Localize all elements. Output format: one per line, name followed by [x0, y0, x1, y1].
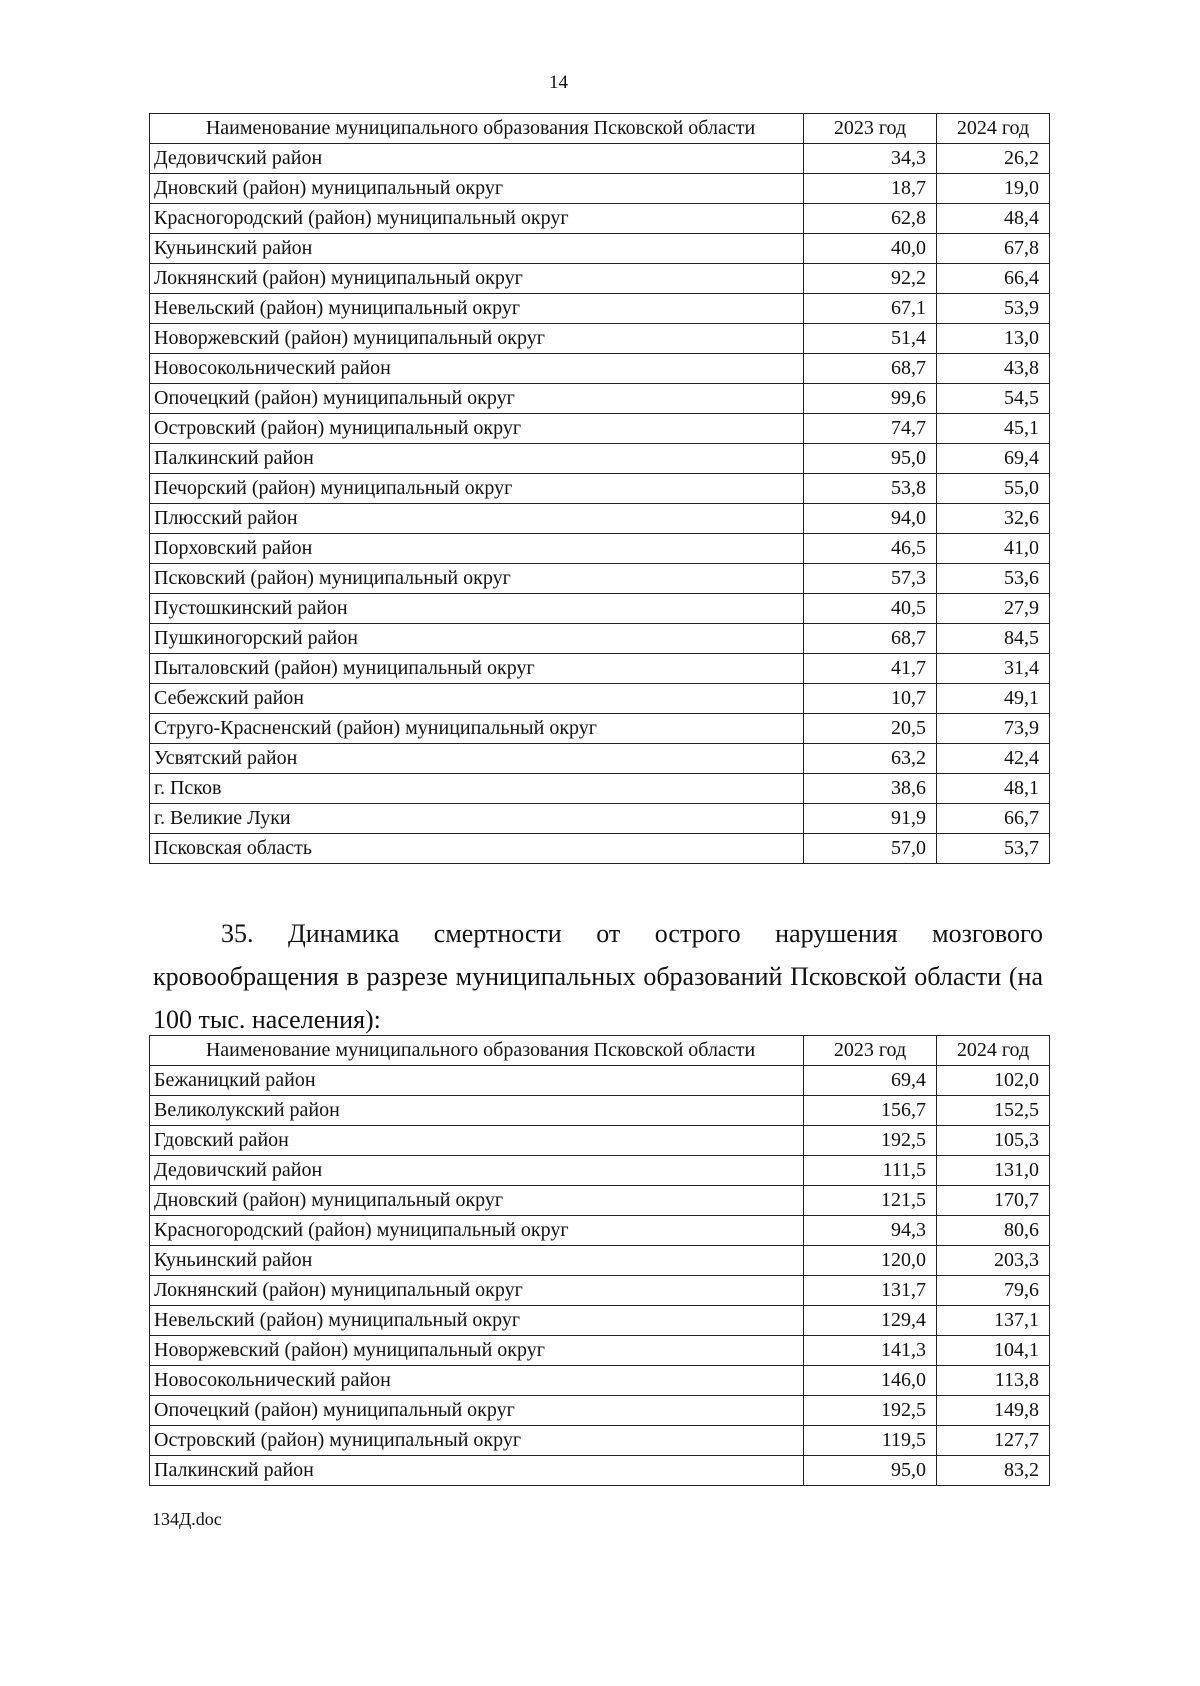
- value-2023-cell: 129,4: [804, 1306, 937, 1336]
- value-2024-cell: 131,0: [937, 1156, 1050, 1186]
- municipality-cell: Островский (район) муниципальный округ: [150, 414, 804, 444]
- value-2023-cell: 46,5: [804, 534, 937, 564]
- table-row: [150, 144, 1050, 174]
- value-2024-cell: 41,0: [937, 534, 1050, 564]
- value-2023-cell: 34,3: [804, 144, 937, 174]
- municipality-cell: Дедовичский район: [150, 1156, 804, 1186]
- table-row: [150, 684, 1050, 714]
- municipality-cell: Бежаницкий район: [150, 1066, 804, 1096]
- table-row: [150, 624, 1050, 654]
- value-2024-cell: 53,7: [937, 834, 1050, 864]
- value-2023-cell: 68,7: [804, 624, 937, 654]
- value-2023-cell: 38,6: [804, 774, 937, 804]
- value-2024-cell: 42,4: [937, 744, 1050, 774]
- value-2023-cell: 120,0: [804, 1246, 937, 1276]
- municipality-cell: Псковская область: [150, 834, 804, 864]
- table-row: [150, 1096, 1050, 1126]
- table-row: [150, 804, 1050, 834]
- table-row: [150, 1126, 1050, 1156]
- value-2023-cell: 111,5: [804, 1156, 937, 1186]
- value-2024-cell: 13,0: [937, 324, 1050, 354]
- table-row: [150, 1186, 1050, 1216]
- table-row: [150, 204, 1050, 234]
- value-2024-cell: 53,9: [937, 294, 1050, 324]
- value-2023-cell: 10,7: [804, 684, 937, 714]
- municipality-cell: Дновский (район) муниципальный округ: [150, 174, 804, 204]
- value-2023-cell: 20,5: [804, 714, 937, 744]
- table-row: [150, 444, 1050, 474]
- value-2024-cell: 105,3: [937, 1126, 1050, 1156]
- value-2023-cell: 146,0: [804, 1366, 937, 1396]
- value-2024-cell: 80,6: [937, 1216, 1050, 1246]
- section-heading: 35. Динамика смертности от острого нарушения мозгового кровообращения в разрезе муниципальных образований Псковской области (на 100 тыс. населения):: [153, 919, 1043, 1034]
- municipality-cell: Палкинский район: [150, 444, 804, 474]
- table-row: [150, 1396, 1050, 1426]
- value-2024-cell: 27,9: [937, 594, 1050, 624]
- column-header-2024: 2024 год: [937, 1036, 1050, 1066]
- municipality-cell: Новосокольнический район: [150, 1366, 804, 1396]
- value-2024-cell: 43,8: [937, 354, 1050, 384]
- value-2023-cell: 141,3: [804, 1336, 937, 1366]
- value-2023-cell: 92,2: [804, 264, 937, 294]
- table-row: [150, 384, 1050, 414]
- value-2024-cell: 104,1: [937, 1336, 1050, 1366]
- municipality-cell: Куньинский район: [150, 234, 804, 264]
- municipality-cell: Дедовичский район: [150, 144, 804, 174]
- municipality-cell: Пустошкинский район: [150, 594, 804, 624]
- value-2024-cell: 32,6: [937, 504, 1050, 534]
- value-2024-cell: 48,4: [937, 204, 1050, 234]
- table-row: [150, 594, 1050, 624]
- municipality-cell: Новоржевский (район) муниципальный округ: [150, 324, 804, 354]
- municipality-cell: Новосокольнический район: [150, 354, 804, 384]
- table-row: [150, 1216, 1050, 1246]
- value-2023-cell: 192,5: [804, 1126, 937, 1156]
- column-header-2023: 2023 год: [804, 1036, 937, 1066]
- column-header-municipality: Наименование муниципального образования Псковской области: [150, 114, 804, 144]
- value-2024-cell: 127,7: [937, 1426, 1050, 1456]
- table-row: [150, 294, 1050, 324]
- value-2023-cell: 94,0: [804, 504, 937, 534]
- value-2024-cell: 203,3: [937, 1246, 1050, 1276]
- table-row: [150, 1306, 1050, 1336]
- value-2023-cell: 40,5: [804, 594, 937, 624]
- value-2023-cell: 18,7: [804, 174, 937, 204]
- value-2024-cell: 66,4: [937, 264, 1050, 294]
- value-2024-cell: 69,4: [937, 444, 1050, 474]
- municipality-cell: Невельский (район) муниципальный округ: [150, 294, 804, 324]
- municipality-cell: Порховский район: [150, 534, 804, 564]
- value-2023-cell: 51,4: [804, 324, 937, 354]
- municipality-cell: Островский (район) муниципальный округ: [150, 1426, 804, 1456]
- value-2024-cell: 102,0: [937, 1066, 1050, 1096]
- table-row: [150, 1066, 1050, 1096]
- table-row: [150, 174, 1050, 204]
- value-2024-cell: 67,8: [937, 234, 1050, 264]
- value-2024-cell: 73,9: [937, 714, 1050, 744]
- value-2024-cell: 48,1: [937, 774, 1050, 804]
- table-row: [150, 414, 1050, 444]
- table-row: [150, 1426, 1050, 1456]
- table-row: [150, 744, 1050, 774]
- value-2024-cell: 55,0: [937, 474, 1050, 504]
- value-2023-cell: 119,5: [804, 1426, 937, 1456]
- table-row: [150, 354, 1050, 384]
- municipality-cell: Струго-Красненский (район) муниципальный округ: [150, 714, 804, 744]
- table-row: [150, 534, 1050, 564]
- value-2023-cell: 121,5: [804, 1186, 937, 1216]
- table-row: [150, 264, 1050, 294]
- value-2023-cell: 62,8: [804, 204, 937, 234]
- value-2023-cell: 57,0: [804, 834, 937, 864]
- value-2023-cell: 95,0: [804, 444, 937, 474]
- value-2023-cell: 95,0: [804, 1456, 937, 1486]
- municipality-cell: Локнянский (район) муниципальный округ: [150, 264, 804, 294]
- table-row: [150, 654, 1050, 684]
- value-2024-cell: 137,1: [937, 1306, 1050, 1336]
- value-2024-cell: 54,5: [937, 384, 1050, 414]
- value-2023-cell: 131,7: [804, 1276, 937, 1306]
- municipality-cell: Псковский (район) муниципальный округ: [150, 564, 804, 594]
- municipality-cell: Невельский (район) муниципальный округ: [150, 1306, 804, 1336]
- table-row: [150, 1336, 1050, 1366]
- municipality-cell: Великолукский район: [150, 1096, 804, 1126]
- municipality-cell: Дновский (район) муниципальный округ: [150, 1186, 804, 1216]
- value-2024-cell: 113,8: [937, 1366, 1050, 1396]
- value-2023-cell: 69,4: [804, 1066, 937, 1096]
- table-row: [150, 234, 1050, 264]
- value-2023-cell: 40,0: [804, 234, 937, 264]
- table-row: [150, 324, 1050, 354]
- municipality-cell: Пыталовский (район) муниципальный округ: [150, 654, 804, 684]
- column-header-2024: 2024 год: [937, 114, 1050, 144]
- value-2023-cell: 99,6: [804, 384, 937, 414]
- page-number: 14: [549, 72, 568, 93]
- municipality-cell: Печорский (район) муниципальный округ: [150, 474, 804, 504]
- municipality-cell: Плюсский район: [150, 504, 804, 534]
- value-2024-cell: 83,2: [937, 1456, 1050, 1486]
- value-2023-cell: 63,2: [804, 744, 937, 774]
- value-2023-cell: 57,3: [804, 564, 937, 594]
- value-2023-cell: 67,1: [804, 294, 937, 324]
- value-2023-cell: 68,7: [804, 354, 937, 384]
- municipality-cell: Палкинский район: [150, 1456, 804, 1486]
- table-row: [150, 774, 1050, 804]
- value-2024-cell: 49,1: [937, 684, 1050, 714]
- value-2023-cell: 94,3: [804, 1216, 937, 1246]
- municipality-cell: Усвятский район: [150, 744, 804, 774]
- table-row: [150, 834, 1050, 864]
- value-2024-cell: 53,6: [937, 564, 1050, 594]
- table-row: [150, 564, 1050, 594]
- municipality-cell: Красногородский (район) муниципальный округ: [150, 204, 804, 234]
- table-row: [150, 1246, 1050, 1276]
- table-row: [150, 504, 1050, 534]
- table-row: [150, 714, 1050, 744]
- municipality-cell: Новоржевский (район) муниципальный округ: [150, 1336, 804, 1366]
- value-2024-cell: 152,5: [937, 1096, 1050, 1126]
- stroke-mortality-table: [149, 1035, 1050, 1486]
- mortality-table-continued: [149, 113, 1050, 864]
- value-2023-cell: 192,5: [804, 1396, 937, 1426]
- column-header-municipality: Наименование муниципального образования Псковской области: [150, 1036, 804, 1066]
- municipality-cell: Куньинский район: [150, 1246, 804, 1276]
- table-row: [150, 1276, 1050, 1306]
- table-row: [150, 1366, 1050, 1396]
- table-header-row: [150, 1036, 1050, 1066]
- footer-filename: 134Д.doc: [152, 1509, 222, 1529]
- municipality-cell: Гдовский район: [150, 1126, 804, 1156]
- value-2023-cell: 53,8: [804, 474, 937, 504]
- value-2023-cell: 91,9: [804, 804, 937, 834]
- value-2023-cell: 74,7: [804, 414, 937, 444]
- value-2023-cell: 156,7: [804, 1096, 937, 1126]
- value-2024-cell: 66,7: [937, 804, 1050, 834]
- municipality-cell: г. Великие Луки: [150, 804, 804, 834]
- table-row: [150, 474, 1050, 504]
- municipality-cell: Локнянский (район) муниципальный округ: [150, 1276, 804, 1306]
- municipality-cell: Красногородский (район) муниципальный округ: [150, 1216, 804, 1246]
- value-2023-cell: 41,7: [804, 654, 937, 684]
- municipality-cell: Пушкиногорский район: [150, 624, 804, 654]
- table-header-row: [150, 114, 1050, 144]
- municipality-cell: Опочецкий (район) муниципальный округ: [150, 384, 804, 414]
- value-2024-cell: 45,1: [937, 414, 1050, 444]
- municipality-cell: Опочецкий (район) муниципальный округ: [150, 1396, 804, 1426]
- municipality-cell: г. Псков: [150, 774, 804, 804]
- value-2024-cell: 26,2: [937, 144, 1050, 174]
- value-2024-cell: 79,6: [937, 1276, 1050, 1306]
- value-2024-cell: 149,8: [937, 1396, 1050, 1426]
- table-row: [150, 1456, 1050, 1486]
- value-2024-cell: 19,0: [937, 174, 1050, 204]
- value-2024-cell: 31,4: [937, 654, 1050, 684]
- column-header-2023: 2023 год: [804, 114, 937, 144]
- value-2024-cell: 84,5: [937, 624, 1050, 654]
- municipality-cell: Себежский район: [150, 684, 804, 714]
- table-row: [150, 1156, 1050, 1186]
- value-2024-cell: 170,7: [937, 1186, 1050, 1216]
